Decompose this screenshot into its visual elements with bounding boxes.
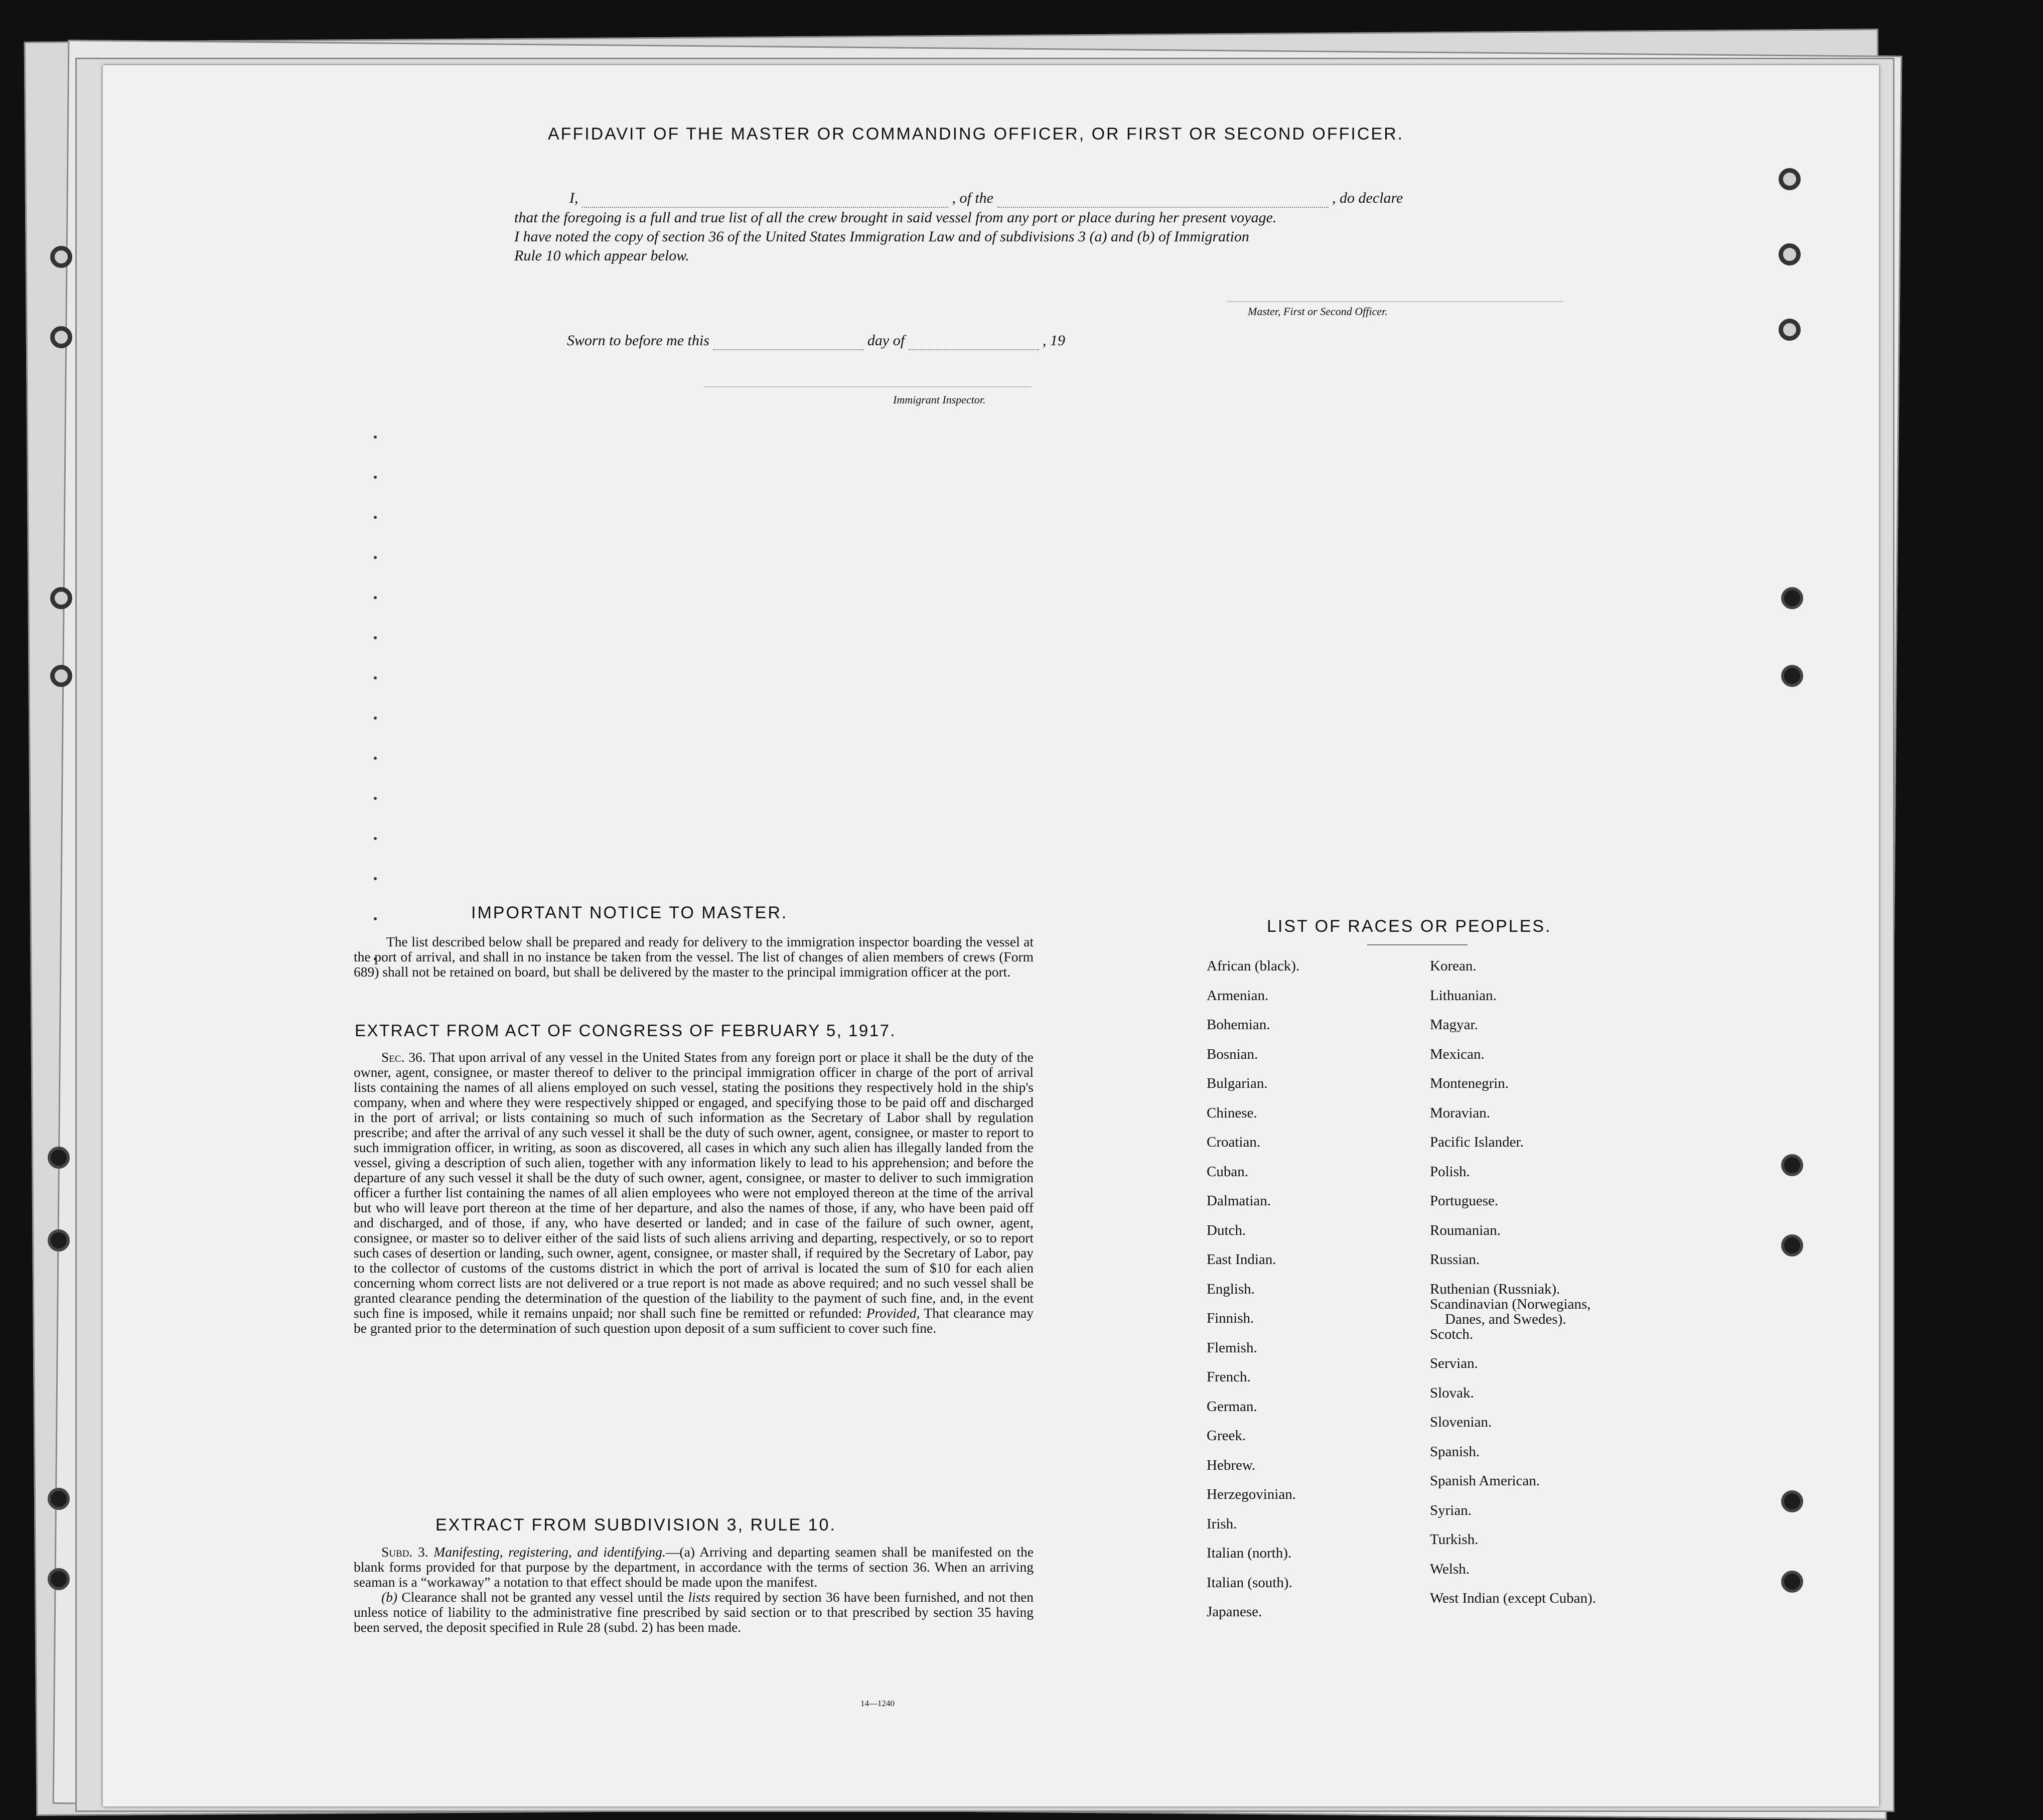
- binder-hole: [48, 1488, 70, 1510]
- binder-hole: [50, 326, 72, 348]
- race-item: German.: [1207, 1398, 1257, 1415]
- race-item: Mexican.: [1430, 1046, 1485, 1062]
- race-item: Servian.: [1430, 1355, 1478, 1371]
- race-item: Dalmatian.: [1207, 1193, 1271, 1209]
- row-marker-dot: [374, 917, 377, 920]
- binder-hole: [1779, 243, 1801, 265]
- binder-hole: [48, 1229, 70, 1251]
- para-b-lists: lists: [688, 1589, 710, 1605]
- race-item: East Indian.: [1207, 1251, 1276, 1268]
- sworn-line: [567, 331, 1065, 350]
- para-b-label: (b): [381, 1589, 398, 1605]
- notice-text: The list described below shall be prepared and ready for delivery to the immigration inspector boarding the vessel at the port of arrival, and shall in no instance be taken from the vessel. The list of changes of alien members of crews (Form 689) shall not be retained on board, but shall be delivered by the master to the principal immigration officer at the port.: [354, 934, 1034, 979]
- race-item: Pacific Islander.: [1430, 1134, 1524, 1150]
- race-item: Dutch.: [1207, 1222, 1246, 1238]
- race-item: Ruthenian (Russniak).: [1430, 1281, 1560, 1297]
- vessel-blank[interactable]: [997, 206, 1329, 208]
- race-item: Finnish.: [1207, 1310, 1254, 1326]
- race-item: Japanese.: [1207, 1604, 1262, 1620]
- race-item: Slovenian.: [1430, 1414, 1492, 1430]
- para-b-text-1: Clearance shall not be granted any vessel until the: [401, 1589, 684, 1605]
- race-item: Chinese.: [1207, 1104, 1257, 1121]
- extract-rule-title: EXTRACT FROM SUBDIVISION 3, RULE 10.: [435, 1515, 836, 1534]
- affidavit-title: AFFIDAVIT OF THE MASTER OR COMMANDING OFFICER, OR FIRST OR SECOND OFFICER.: [548, 124, 1404, 144]
- race-item: Flemish.: [1207, 1339, 1257, 1356]
- section-text: That upon arrival of any vessel in the United States from any foreign port or place it shall be the duty of the owner, agent, consignee, or master thereof to deliver to the principal immigration officer in charge of the port of arrival lists containing the names of all aliens employed on such vessel, stating the positions they respectively hold in the ship's company, when and where they were respectively shipped or engaged, and specifying those to be paid off and discharged in the port of arrival; or lists containing so much of such information as the Secretary of Labor shall by regulation prescribe; and after the arrival of any such vessel it shall be the duty of such owner, agent, consignee, or master to report to such immigration officer, in writing, as soon as discovered, all cases in which any such alien has illegally landed from the vessel, giving a description of such alien, together with any information likely to lead to his apprehension; and before the departure of any such vessel it shall be the duty of such owner, agent, consignee, or master to deliver to such immigration officer a further list containing the names of all alien employees who were not employed thereon at the time of the arrival but who will leave port thereon at the time of her departure, and also the names of those, if any, who have been paid off and discharged, and of those, if any, who have deserted or landed; and in case of the failure of such owner, agent, consignee, or master so to deliver either of the said lists of such aliens arriving and departing, respectively, or so to report such cases of desertion or landing, such owner, agent, consignee, or master shall, if required by the Secretary of Labor, pay to the collector of customs of the customs district in which the port of arrival is located the sum of $10 for each alien concerning whom correct lists are not delivered or a true report is not made as above required; and no such vessel shall be granted clearance pending the determination of the question of the liability to the payment of such fine, and, in the event such fine is imposed, while it remains unpaid; nor shall such fine be remitted or refunded:: [354, 1049, 1034, 1321]
- race-item: Bulgarian.: [1207, 1075, 1268, 1091]
- race-item: Slovak.: [1430, 1384, 1474, 1401]
- binder-hole: [50, 246, 72, 268]
- binder-hole: [1781, 1154, 1803, 1176]
- race-item: Moravian.: [1430, 1104, 1490, 1121]
- race-item: Scandinavian (Norwegians,: [1430, 1296, 1591, 1312]
- day-of-label: day of: [867, 332, 905, 349]
- race-item: Turkish.: [1430, 1531, 1479, 1548]
- race-item: Magyar.: [1430, 1017, 1478, 1033]
- row-marker-dot: [374, 757, 377, 760]
- race-item: Syrian.: [1430, 1502, 1472, 1518]
- race-item: Korean.: [1430, 958, 1477, 974]
- row-marker-dot: [374, 877, 377, 880]
- race-item: Bohemian.: [1207, 1017, 1270, 1033]
- binder-hole: [1781, 1490, 1803, 1512]
- race-item: Montenegrin.: [1430, 1075, 1509, 1091]
- race-item: English.: [1207, 1281, 1255, 1297]
- race-item: Spanish American.: [1430, 1473, 1540, 1489]
- section-text-end: That clearance may be granted prior to the determination of such question upon deposit of a sum sufficient to cover such fine.: [354, 1305, 1034, 1336]
- race-item: West Indian (except Cuban).: [1430, 1590, 1596, 1606]
- subd-label: Subd. 3.: [381, 1544, 428, 1560]
- race-item: Bosnian.: [1207, 1046, 1258, 1062]
- race-item: African (black).: [1207, 958, 1300, 974]
- signature-line[interactable]: [1227, 301, 1563, 302]
- race-item: Herzegovinian.: [1207, 1486, 1296, 1502]
- form-number: 14—1240: [860, 1699, 895, 1708]
- sworn-label: Sworn to before me this: [567, 332, 709, 349]
- races-title: LIST OF RACES OR PEOPLES.: [1267, 917, 1552, 936]
- para-a-text: Arriving and departing seamen shall be manifested on the blank forms provided for that purpose by the department, in accordance with the terms of section 36. When an arriving seaman is a “workaway” a notation to that effect should be made upon the manifest.: [354, 1544, 1034, 1590]
- row-marker-dot: [374, 717, 377, 720]
- races-title-underline: [1367, 944, 1468, 945]
- race-item: Scotch.: [1430, 1326, 1474, 1342]
- affidavit-declare: , do declare: [1332, 190, 1403, 206]
- binder-hole: [1781, 1571, 1803, 1593]
- race-item: Lithuanian.: [1430, 987, 1497, 1004]
- races-right-column: [1430, 958, 1596, 1620]
- inspector-signature-line[interactable]: [705, 386, 1031, 387]
- race-item: Greek.: [1207, 1428, 1246, 1444]
- affidavit-line-2: that the foregoing is a full and true list of all the crew brought in said vessel from any port or place during her present voyage.: [514, 209, 1277, 226]
- race-item: Hebrew.: [1207, 1457, 1256, 1473]
- affidavit-declaration-line: [569, 189, 1403, 208]
- race-item: Armenian.: [1207, 987, 1269, 1004]
- row-marker-dot: [374, 797, 377, 800]
- binder-hole: [1779, 319, 1801, 341]
- binder-hole: [1779, 168, 1801, 190]
- affidavit-line-3: I have noted the copy of section 36 of the United States Immigration Law and of subdivisions 3 (a) and (b) of Immigration: [514, 228, 1249, 245]
- row-marker-dot: [374, 837, 377, 840]
- race-item: Portuguese.: [1430, 1193, 1499, 1209]
- extract-act-title: EXTRACT FROM ACT OF CONGRESS OF FEBRUARY 5, 1917.: [355, 1021, 897, 1040]
- notice-body: [354, 934, 1034, 979]
- signer-caption: Master, First or Second Officer.: [1248, 305, 1388, 318]
- month-blank[interactable]: [909, 349, 1039, 350]
- section-label: Sec. 36.: [381, 1049, 426, 1065]
- name-blank[interactable]: [582, 206, 948, 208]
- race-item: Spanish.: [1430, 1443, 1480, 1460]
- race-item: Cuban.: [1207, 1163, 1248, 1180]
- race-item: Italian (south).: [1207, 1574, 1292, 1591]
- binder-hole: [50, 587, 72, 609]
- race-item: Irish.: [1207, 1515, 1237, 1532]
- para-b-text-2: required by section 36 have been furnished, and not then unless notice of liability to the administrative fine prescribed by said section or to that prescribed by section 35 having been served, the deposit specified in Rule 28 (subd. 2) has been made.: [354, 1589, 1034, 1635]
- para-a-label: —(a): [665, 1544, 695, 1560]
- race-item: French.: [1207, 1369, 1251, 1385]
- binder-hole: [50, 665, 72, 687]
- affidavit-line-4: Rule 10 which appear below.: [514, 247, 689, 264]
- affidavit-of-the: , of the: [952, 190, 993, 206]
- race-item: Roumanian.: [1430, 1222, 1501, 1238]
- race-item: Russian.: [1430, 1251, 1480, 1268]
- affidavit-i: I,: [569, 190, 578, 206]
- row-marker-dot: [374, 676, 377, 679]
- subd-heading: Manifesting, registering, and identifying.: [433, 1544, 666, 1560]
- manifest-page: [103, 65, 1879, 1806]
- race-item: Welsh.: [1430, 1561, 1470, 1577]
- row-marker-dot: [374, 476, 377, 479]
- year-label: , 19: [1043, 332, 1066, 349]
- extract-act-body: [354, 1050, 1034, 1336]
- binder-hole: [48, 1147, 70, 1169]
- race-item: Italian (north).: [1207, 1545, 1292, 1561]
- race-item: Polish.: [1430, 1163, 1470, 1180]
- row-marker-dot: [374, 596, 377, 599]
- race-item: Danes, and Swedes).: [1445, 1311, 1566, 1327]
- races-left-column: [1207, 958, 1299, 1634]
- binder-hole: [1781, 587, 1803, 609]
- race-item: Croatian.: [1207, 1134, 1261, 1150]
- binder-hole: [1781, 665, 1803, 687]
- inspector-caption: Immigrant Inspector.: [893, 393, 986, 406]
- row-marker-dot: [374, 436, 377, 439]
- extract-rule-body: [354, 1545, 1034, 1635]
- provided-word: Provided,: [866, 1305, 920, 1321]
- day-blank[interactable]: [713, 349, 863, 350]
- row-marker-dot: [374, 636, 377, 639]
- binder-hole: [1781, 1234, 1803, 1256]
- row-marker-dot: [374, 516, 377, 519]
- notice-title: IMPORTANT NOTICE TO MASTER.: [471, 903, 788, 922]
- binder-hole: [48, 1568, 70, 1590]
- row-marker-dot: [374, 556, 377, 559]
